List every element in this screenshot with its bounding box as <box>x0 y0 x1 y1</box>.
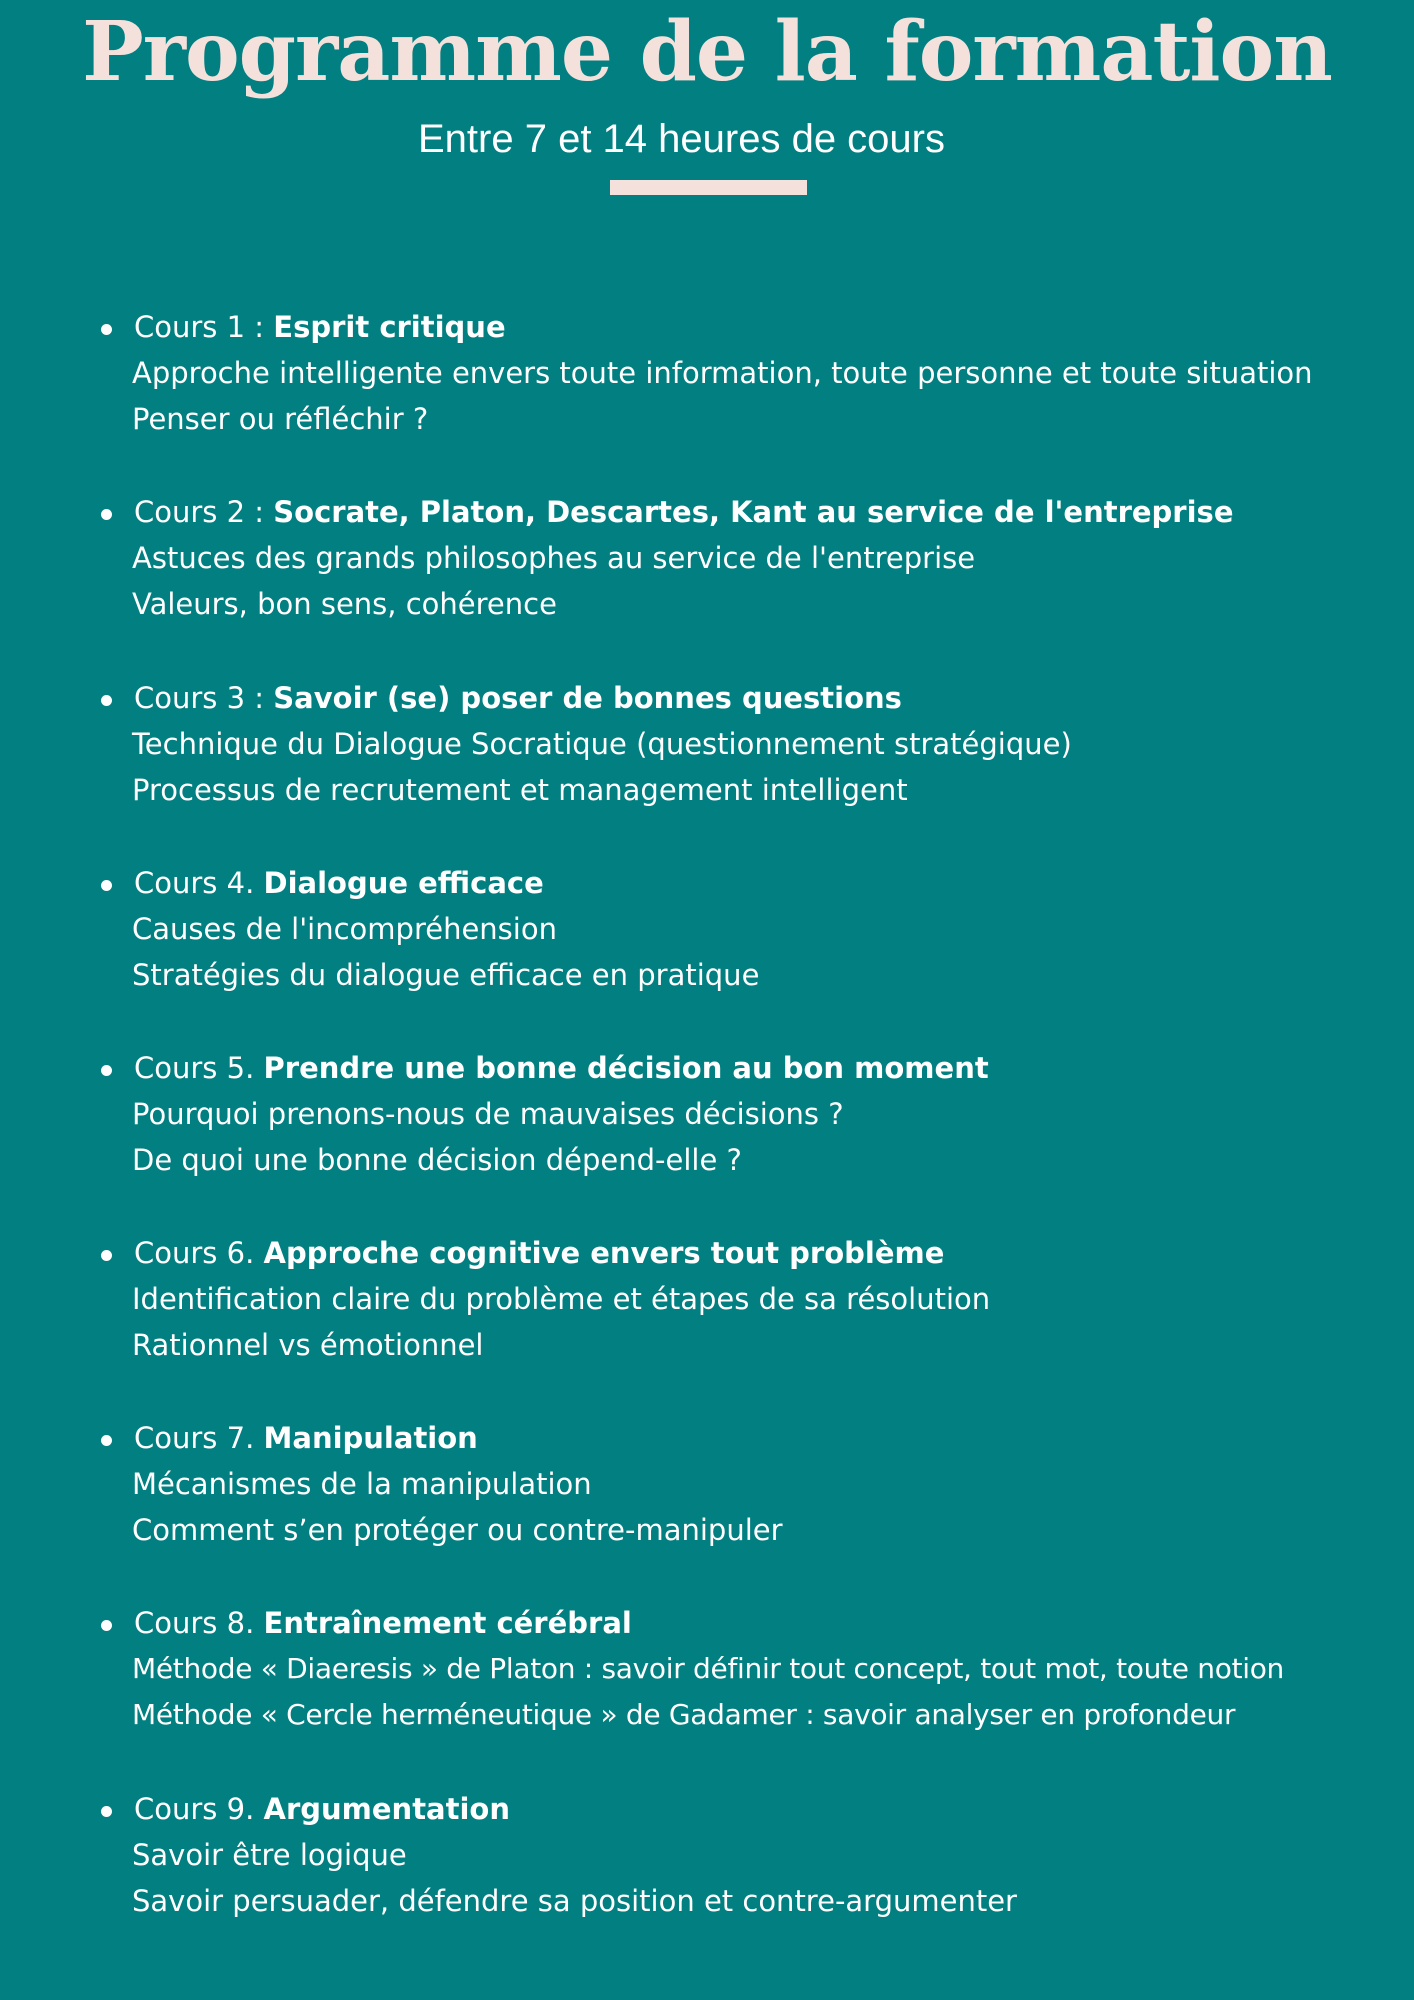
course-heading <box>134 860 544 906</box>
course-detail: Savoir être logique <box>132 1838 407 1872</box>
course-name: Manipulation <box>263 1421 478 1455</box>
page-subtitle: Entre 7 et 14 heures de cours <box>418 117 945 161</box>
course-detail: Pourquoi prenons-nous de mauvaises décisions ? <box>132 1097 844 1131</box>
course-number: Cours 1 : <box>134 310 274 344</box>
course-detail: Stratégies du dialogue efficace en pratique <box>132 958 760 992</box>
course-detail: Processus de recrutement et management intelligent <box>132 773 908 807</box>
course-detail: Technique du Dialogue Socratique (questionnement stratégique) <box>132 727 1072 761</box>
course-name: Entraînement cérébral <box>263 1606 632 1640</box>
course-name: Socrate, Platon, Descartes, Kant au service de l'entreprise <box>273 495 1234 529</box>
bullet-icon <box>101 324 112 335</box>
course-number: Cours 8. <box>134 1606 264 1640</box>
course-heading <box>134 1786 510 1832</box>
course-heading <box>134 675 902 721</box>
course-number: Cours 3 : <box>134 681 274 715</box>
course-number: Cours 4. <box>134 866 264 900</box>
course-name: Prendre une bonne décision au bon moment <box>263 1051 989 1085</box>
course-detail: Comment s’en protéger ou contre-manipuler <box>132 1513 783 1547</box>
title-divider <box>610 180 807 195</box>
course-detail: Astuces des grands philosophes au service de l'entreprise <box>132 541 976 575</box>
course-detail: Méthode « Cercle herméneutique » de Gadamer : savoir analyser en profondeur <box>132 1698 1236 1731</box>
course-detail: Rationnel vs émotionnel <box>132 1328 484 1362</box>
bullet-icon <box>101 880 112 891</box>
course-name: Dialogue efficace <box>263 866 544 900</box>
course-heading <box>134 1230 944 1276</box>
bullet-icon <box>101 1806 112 1817</box>
course-name: Approche cognitive envers tout problème <box>263 1236 945 1270</box>
course-heading <box>134 1600 632 1646</box>
bullet-icon <box>101 695 112 706</box>
bullet-icon <box>101 1620 112 1631</box>
course-detail: Méthode « Diaeresis » de Platon : savoir définir tout concept, tout mot, toute notion <box>132 1652 1285 1685</box>
course-number: Cours 2 : <box>134 495 274 529</box>
course-number: Cours 5. <box>134 1051 264 1085</box>
bullet-icon <box>101 509 112 520</box>
bullet-icon <box>101 1250 112 1261</box>
course-number: Cours 7. <box>134 1421 264 1455</box>
course-detail: Valeurs, bon sens, cohérence <box>132 587 557 621</box>
course-detail: Causes de l'incompréhension <box>132 912 557 946</box>
course-detail: Approche intelligente envers toute information, toute personne et toute situation <box>132 356 1313 390</box>
course-heading <box>134 1415 478 1461</box>
course-detail: Savoir persuader, défendre sa position et contre-argumenter <box>132 1884 1017 1918</box>
course-heading <box>134 304 506 350</box>
course-number: Cours 9. <box>134 1792 264 1826</box>
bullet-icon <box>101 1065 112 1076</box>
course-detail: De quoi une bonne décision dépend-elle ? <box>132 1143 742 1177</box>
course-name: Argumentation <box>263 1792 511 1826</box>
course-heading <box>134 489 1233 535</box>
course-name: Esprit critique <box>273 310 506 344</box>
bullet-icon <box>101 1435 112 1446</box>
course-heading <box>134 1045 989 1091</box>
course-number: Cours 6. <box>134 1236 264 1270</box>
course-detail: Mécanismes de la manipulation <box>132 1467 592 1501</box>
course-detail: Identification claire du problème et étapes de sa résolution <box>132 1282 991 1316</box>
page-title: Programme de la formation <box>82 4 1332 100</box>
course-detail: Penser ou réfléchir ? <box>132 402 429 436</box>
course-name: Savoir (se) poser de bonnes questions <box>273 681 902 715</box>
